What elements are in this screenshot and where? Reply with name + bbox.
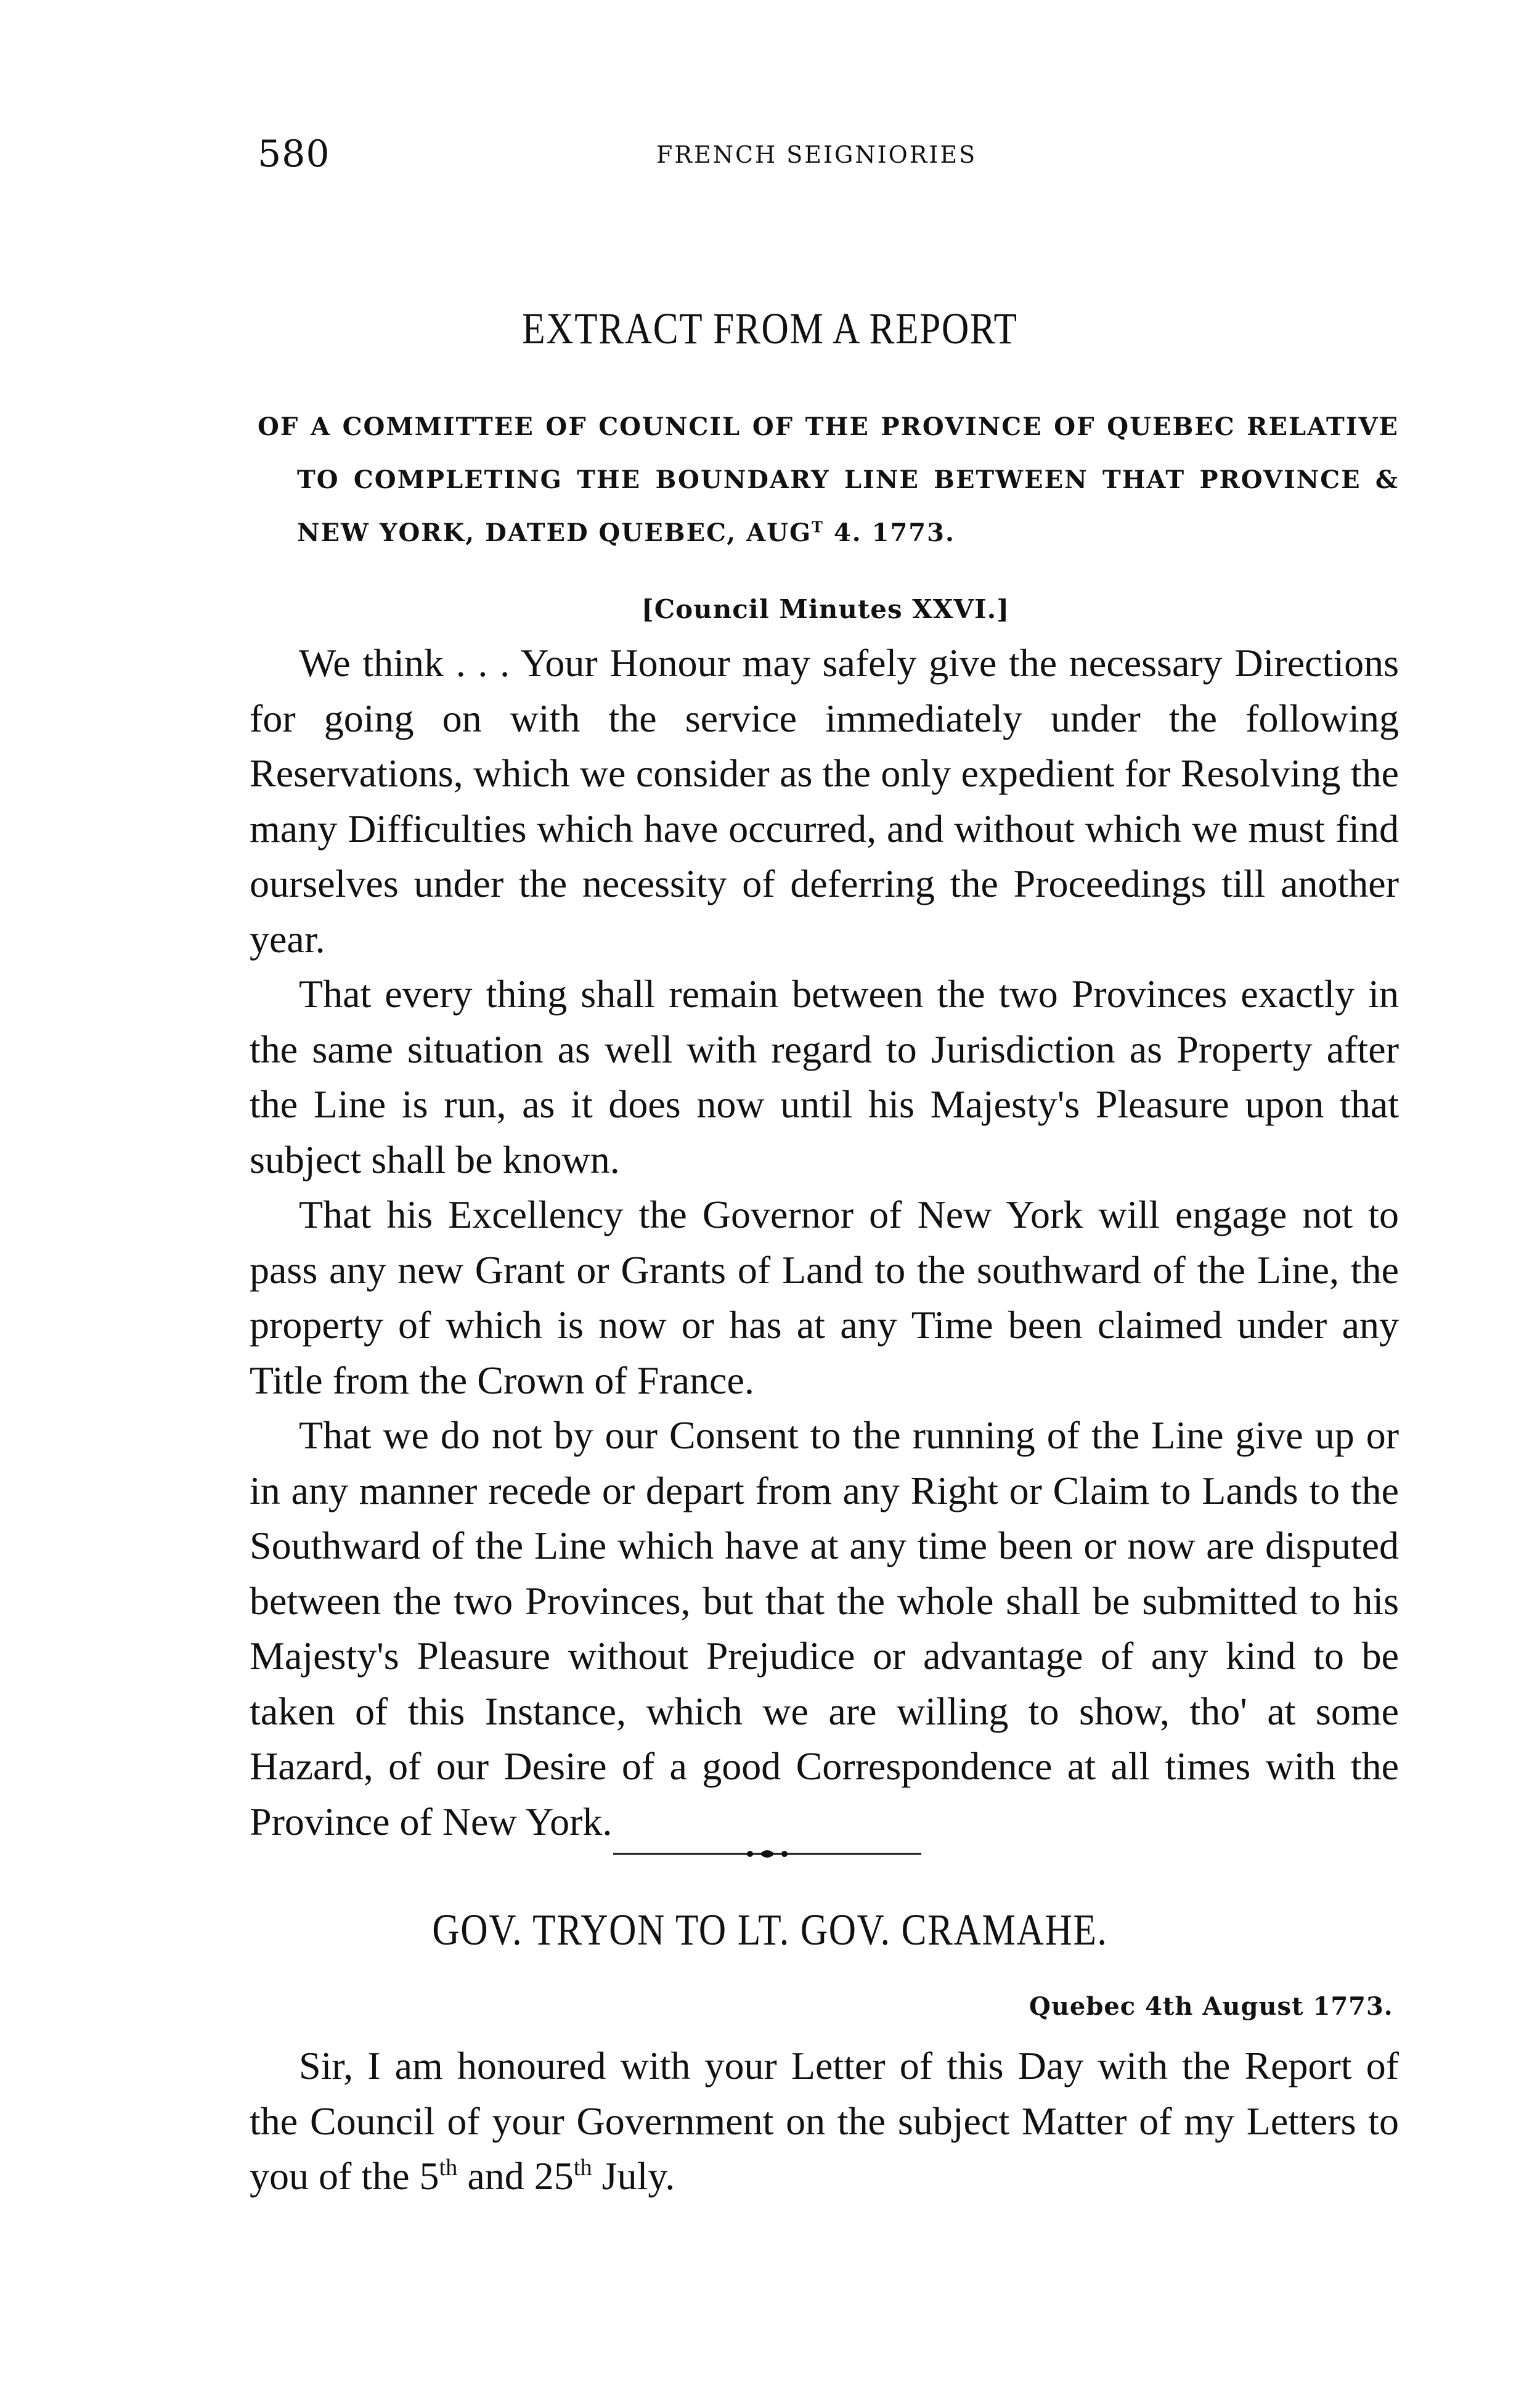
running-head: FRENCH SEIGNIORIES — [656, 141, 977, 168]
report-paragraph: That his Excellency the Governor of New York will engage not to pass any new Grant or Grants of Land to the southward of the Line, the property of which is now or has at any Time been claimed under any Title from the Crown of France. — [250, 1193, 1399, 1402]
subtitle-date: 4. 1773. — [824, 518, 955, 547]
subtitle-line — [258, 507, 1399, 560]
letter-body — [250, 2038, 1399, 2204]
letter-title: GOV. TRYON TO LT. GOV. CRAMAHE. — [432, 1905, 1108, 1954]
report-paragraph: That we do not by our Consent to the running of the Line give up or in any manner recede or depart from any Right or Claim to Lands to the Southward of the Line which have at any time been or now are disputed between the two Provinces, but that the whole shall be submitted to his Majesty's Pleasure without Prejudice or advantage of any kind to be taken of this Instance, which we are willing to show, tho' at some Hazard, of our Desire of a good Correspondence at all times with the Province of New York. — [250, 1413, 1399, 1843]
report-paragraph: We think . . . Your Honour may safely give the necessary Directions for going on with the service immediately under the following Reservations, which we consider as the only expedient for Resolving the many Difficulties which have occurred, and without which we must find ourselves under the necessity of deferring the Proceedings till another year. — [250, 641, 1399, 961]
subtitle-aug-superscript: T — [812, 518, 825, 536]
ornamental-divider — [613, 1845, 921, 1863]
letter-text: and 25 — [457, 2154, 574, 2198]
ordinal-superscript: th — [439, 2154, 458, 2181]
report-title: EXTRACT FROM A REPORT — [522, 304, 1018, 353]
citation: [Council Minutes XXVI.] — [641, 594, 1010, 624]
report-paragraph: That every thing shall remain between the two Provinces exactly in the same situation as well with regard to Jurisdiction as Property after the Line is run, as it does now until his Majesty's Pleasure upon that subject shall be known. — [250, 972, 1399, 1182]
report-body — [250, 635, 1399, 1849]
page-number: 580 — [258, 133, 330, 176]
letter-text: Sir, I am honoured with your Letter of this Day with the Report of the Council of your Government on the subject Matter of my Letters to you of the 5 — [250, 2044, 1399, 2198]
letter-dateline: Quebec 4th August 1773. — [1029, 1992, 1393, 2021]
report-subtitle — [258, 401, 1399, 560]
letter-paragraph — [250, 2038, 1399, 2204]
subtitle-aug: AUG — [746, 518, 812, 547]
subtitle-line: OF A COMMITTEE OF COUNCIL OF THE PROVINCE OF QUEBEC RELATIVE — [258, 412, 1399, 441]
subtitle-line: TO COMPLETING THE BOUNDARY LINE BETWEEN THAT PROVINCE & — [297, 465, 1399, 494]
ordinal-superscript: th — [573, 2154, 592, 2181]
subtitle-line-text: NEW YORK, DATED QUEBEC, — [297, 518, 737, 547]
letter-text: July. — [592, 2154, 675, 2198]
